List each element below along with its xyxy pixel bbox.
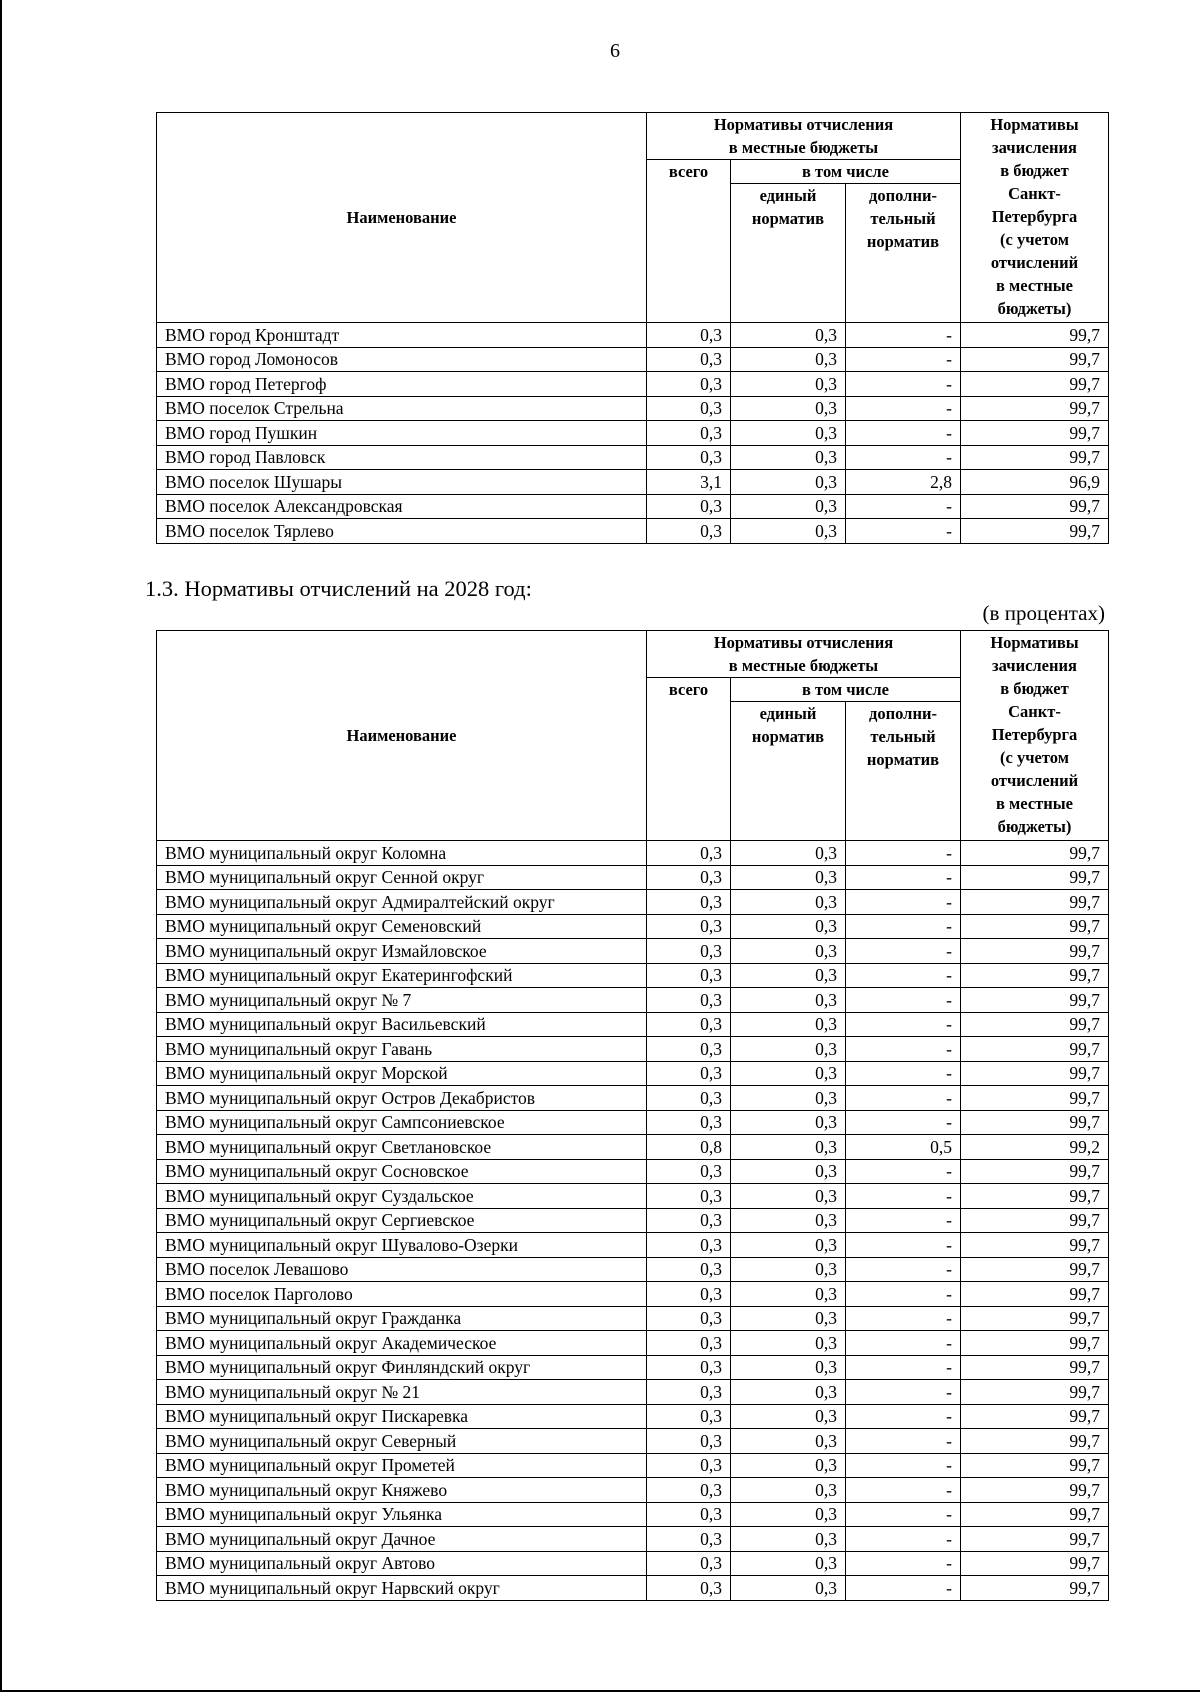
header-name: Наименование bbox=[157, 113, 647, 323]
table-row bbox=[157, 1453, 1109, 1478]
cell-additional: - bbox=[846, 1110, 961, 1135]
cell-spb: 99,7 bbox=[961, 1257, 1109, 1282]
cell-name: ВМО поселок Парголово bbox=[157, 1282, 647, 1307]
cell-unified: 0,3 bbox=[731, 1380, 846, 1405]
norms-table-first bbox=[156, 112, 1109, 544]
table-row bbox=[157, 963, 1109, 988]
cell-name: ВМО муниципальный округ Автово bbox=[157, 1551, 647, 1576]
cell-unified: 0,3 bbox=[731, 1306, 846, 1331]
cell-unified: 0,3 bbox=[731, 470, 846, 495]
cell-additional: - bbox=[846, 1257, 961, 1282]
header-spb: Нормативы зачисления в бюджет Санкт- Петербурга (с учетом отчислений в местные бюджеты) bbox=[961, 113, 1109, 323]
table-row bbox=[157, 1184, 1109, 1209]
table-row bbox=[157, 939, 1109, 964]
cell-additional: 2,8 bbox=[846, 470, 961, 495]
cell-total: 0,3 bbox=[647, 1159, 731, 1184]
table-row bbox=[157, 1355, 1109, 1380]
cell-unified: 0,3 bbox=[731, 445, 846, 470]
cell-name: ВМО муниципальный округ Морской bbox=[157, 1061, 647, 1086]
table-row bbox=[157, 1233, 1109, 1258]
cell-total: 0,3 bbox=[647, 1086, 731, 1111]
header-name: Наименование bbox=[157, 631, 647, 841]
table-row bbox=[157, 470, 1109, 495]
header-spb: Нормативы зачисления в бюджет Санкт- Петербурга (с учетом отчислений в местные бюджеты) bbox=[961, 631, 1109, 841]
cell-additional: - bbox=[846, 1429, 961, 1454]
cell-additional: - bbox=[846, 347, 961, 372]
table-row bbox=[157, 1502, 1109, 1527]
section-title: 1.3. Нормативы отчислений на 2028 год: bbox=[145, 576, 532, 601]
cell-name: ВМО муниципальный округ Измайловское bbox=[157, 939, 647, 964]
cell-total: 0,3 bbox=[647, 1453, 731, 1478]
cell-additional: - bbox=[846, 1576, 961, 1601]
cell-spb: 99,7 bbox=[961, 1576, 1109, 1601]
cell-unified: 0,3 bbox=[731, 1282, 846, 1307]
cell-total: 0,3 bbox=[647, 1527, 731, 1552]
cell-unified: 0,3 bbox=[731, 1453, 846, 1478]
header-total: всего bbox=[647, 678, 731, 841]
table-row bbox=[157, 988, 1109, 1013]
table-row bbox=[157, 1380, 1109, 1405]
cell-name: ВМО поселок Тярлево bbox=[157, 519, 647, 544]
cell-name: ВМО муниципальный округ Суздальское bbox=[157, 1184, 647, 1209]
cell-additional: - bbox=[846, 1184, 961, 1209]
cell-spb: 99,7 bbox=[961, 347, 1109, 372]
cell-unified: 0,3 bbox=[731, 914, 846, 939]
cell-total: 0,3 bbox=[647, 988, 731, 1013]
cell-total: 0,3 bbox=[647, 1012, 731, 1037]
cell-spb: 99,7 bbox=[961, 865, 1109, 890]
cell-additional: - bbox=[846, 1282, 961, 1307]
cell-unified: 0,3 bbox=[731, 1086, 846, 1111]
table-row bbox=[157, 1086, 1109, 1111]
cell-spb: 99,2 bbox=[961, 1135, 1109, 1160]
cell-total: 0,3 bbox=[647, 1184, 731, 1209]
cell-total: 0,3 bbox=[647, 519, 731, 544]
cell-total: 0,3 bbox=[647, 1404, 731, 1429]
table-row bbox=[157, 1257, 1109, 1282]
cell-unified: 0,3 bbox=[731, 396, 846, 421]
cell-additional: - bbox=[846, 1551, 961, 1576]
cell-spb: 99,7 bbox=[961, 963, 1109, 988]
table-row bbox=[157, 1478, 1109, 1503]
cell-spb: 99,7 bbox=[961, 1159, 1109, 1184]
cell-spb: 99,7 bbox=[961, 1282, 1109, 1307]
cell-unified: 0,3 bbox=[731, 1355, 846, 1380]
cell-total: 0,3 bbox=[647, 1257, 731, 1282]
cell-spb: 99,7 bbox=[961, 1086, 1109, 1111]
cell-name: ВМО муниципальный округ Васильевский bbox=[157, 1012, 647, 1037]
cell-unified: 0,3 bbox=[731, 1404, 846, 1429]
cell-additional: - bbox=[846, 372, 961, 397]
cell-name: ВМО город Кронштадт bbox=[157, 323, 647, 348]
cell-additional: - bbox=[846, 1355, 961, 1380]
cell-spb: 99,7 bbox=[961, 1527, 1109, 1552]
cell-total: 0,3 bbox=[647, 396, 731, 421]
cell-total: 0,3 bbox=[647, 347, 731, 372]
cell-total: 0,3 bbox=[647, 372, 731, 397]
cell-total: 0,3 bbox=[647, 1380, 731, 1405]
cell-additional: - bbox=[846, 445, 961, 470]
cell-name: ВМО город Петергоф bbox=[157, 372, 647, 397]
cell-name: ВМО муниципальный округ Северный bbox=[157, 1429, 647, 1454]
cell-unified: 0,3 bbox=[731, 1012, 846, 1037]
cell-total: 0,3 bbox=[647, 865, 731, 890]
cell-spb: 99,7 bbox=[961, 396, 1109, 421]
cell-name: ВМО муниципальный округ Гавань bbox=[157, 1037, 647, 1062]
cell-additional: - bbox=[846, 323, 961, 348]
cell-additional: - bbox=[846, 1037, 961, 1062]
cell-name: ВМО муниципальный округ Ульянка bbox=[157, 1502, 647, 1527]
cell-name: ВМО поселок Стрельна bbox=[157, 396, 647, 421]
cell-spb: 99,7 bbox=[961, 445, 1109, 470]
cell-spb: 99,7 bbox=[961, 1184, 1109, 1209]
cell-unified: 0,3 bbox=[731, 372, 846, 397]
cell-total: 0,3 bbox=[647, 890, 731, 915]
table-row bbox=[157, 1404, 1109, 1429]
header-unified: единый норматив bbox=[731, 702, 846, 841]
cell-name: ВМО муниципальный округ Прометей bbox=[157, 1453, 647, 1478]
header-unified: единый норматив bbox=[731, 184, 846, 323]
table-row bbox=[157, 1331, 1109, 1356]
cell-unified: 0,3 bbox=[731, 1429, 846, 1454]
cell-unified: 0,3 bbox=[731, 347, 846, 372]
cell-name: ВМО муниципальный округ Коломна bbox=[157, 841, 647, 866]
cell-name: ВМО муниципальный округ Остров Декабристов bbox=[157, 1086, 647, 1111]
cell-additional: - bbox=[846, 890, 961, 915]
table-row bbox=[157, 372, 1109, 397]
cell-spb: 99,7 bbox=[961, 1037, 1109, 1062]
header-including: в том числе bbox=[731, 678, 961, 702]
table-row bbox=[157, 347, 1109, 372]
cell-additional: - bbox=[846, 1061, 961, 1086]
table-row bbox=[157, 1282, 1109, 1307]
cell-name: ВМО город Павловск bbox=[157, 445, 647, 470]
cell-name: ВМО муниципальный округ Дачное bbox=[157, 1527, 647, 1552]
cell-total: 0,3 bbox=[647, 1478, 731, 1503]
cell-additional: - bbox=[846, 1527, 961, 1552]
table-row bbox=[157, 890, 1109, 915]
table-row bbox=[157, 841, 1109, 866]
cell-additional: - bbox=[846, 865, 961, 890]
table-header bbox=[157, 113, 1109, 323]
cell-additional: - bbox=[846, 1208, 961, 1233]
cell-unified: 0,3 bbox=[731, 1576, 846, 1601]
table-row bbox=[157, 1110, 1109, 1135]
cell-total: 0,3 bbox=[647, 1282, 731, 1307]
cell-name: ВМО поселок Шушары bbox=[157, 470, 647, 495]
cell-name: ВМО муниципальный округ Академическое bbox=[157, 1331, 647, 1356]
cell-total: 0,3 bbox=[647, 1306, 731, 1331]
cell-unified: 0,3 bbox=[731, 519, 846, 544]
cell-total: 0,3 bbox=[647, 445, 731, 470]
cell-name: ВМО муниципальный округ Шувалово-Озерки bbox=[157, 1233, 647, 1258]
cell-name: ВМО муниципальный округ Светлановское bbox=[157, 1135, 647, 1160]
table-row bbox=[157, 1208, 1109, 1233]
cell-unified: 0,3 bbox=[731, 1135, 846, 1160]
cell-additional: - bbox=[846, 939, 961, 964]
cell-unified: 0,3 bbox=[731, 1331, 846, 1356]
cell-spb: 99,7 bbox=[961, 1380, 1109, 1405]
cell-unified: 0,3 bbox=[731, 1184, 846, 1209]
page-number: 6 bbox=[610, 40, 620, 62]
cell-additional: - bbox=[846, 1331, 961, 1356]
cell-spb: 99,7 bbox=[961, 1110, 1109, 1135]
cell-spb: 99,7 bbox=[961, 372, 1109, 397]
cell-name: ВМО муниципальный округ Семеновский bbox=[157, 914, 647, 939]
cell-unified: 0,3 bbox=[731, 1159, 846, 1184]
cell-additional: - bbox=[846, 988, 961, 1013]
cell-name: ВМО муниципальный округ Сампсониевское bbox=[157, 1110, 647, 1135]
table-row bbox=[157, 494, 1109, 519]
cell-unified: 0,3 bbox=[731, 1257, 846, 1282]
cell-name: ВМО муниципальный округ Сергиевское bbox=[157, 1208, 647, 1233]
table-row bbox=[157, 1061, 1109, 1086]
table-body bbox=[157, 841, 1109, 1601]
table-row bbox=[157, 914, 1109, 939]
cell-additional: - bbox=[846, 421, 961, 446]
table-row bbox=[157, 421, 1109, 446]
cell-spb: 99,7 bbox=[961, 1429, 1109, 1454]
cell-spb: 99,7 bbox=[961, 323, 1109, 348]
cell-total: 0,3 bbox=[647, 1233, 731, 1258]
cell-unified: 0,3 bbox=[731, 939, 846, 964]
table-row bbox=[157, 1037, 1109, 1062]
cell-additional: - bbox=[846, 1159, 961, 1184]
header-including: в том числе bbox=[731, 160, 961, 184]
cell-additional: - bbox=[846, 1453, 961, 1478]
cell-spb: 99,7 bbox=[961, 1355, 1109, 1380]
cell-name: ВМО город Пушкин bbox=[157, 421, 647, 446]
cell-spb: 99,7 bbox=[961, 519, 1109, 544]
cell-total: 0,3 bbox=[647, 1429, 731, 1454]
cell-total: 0,3 bbox=[647, 841, 731, 866]
cell-spb: 99,7 bbox=[961, 1208, 1109, 1233]
cell-additional: - bbox=[846, 1233, 961, 1258]
cell-name: ВМО муниципальный округ Гражданка bbox=[157, 1306, 647, 1331]
cell-total: 0,3 bbox=[647, 1037, 731, 1062]
table-row bbox=[157, 519, 1109, 544]
cell-additional: - bbox=[846, 396, 961, 421]
cell-additional: - bbox=[846, 1012, 961, 1037]
cell-name: ВМО муниципальный округ Адмиралтейский округ bbox=[157, 890, 647, 915]
cell-additional: - bbox=[846, 841, 961, 866]
header-additional: дополни- тельный норматив bbox=[846, 702, 961, 841]
cell-unified: 0,3 bbox=[731, 1037, 846, 1062]
cell-total: 3,1 bbox=[647, 470, 731, 495]
cell-unified: 0,3 bbox=[731, 421, 846, 446]
cell-spb: 99,7 bbox=[961, 1331, 1109, 1356]
table-row bbox=[157, 1429, 1109, 1454]
cell-total: 0,3 bbox=[647, 494, 731, 519]
cell-spb: 99,7 bbox=[961, 914, 1109, 939]
cell-unified: 0,3 bbox=[731, 494, 846, 519]
cell-unified: 0,3 bbox=[731, 1061, 846, 1086]
table-row bbox=[157, 323, 1109, 348]
cell-total: 0,8 bbox=[647, 1135, 731, 1160]
cell-additional: - bbox=[846, 1478, 961, 1503]
cell-name: ВМО муниципальный округ Нарвский округ bbox=[157, 1576, 647, 1601]
cell-total: 0,3 bbox=[647, 1331, 731, 1356]
cell-name: ВМО муниципальный округ Княжево bbox=[157, 1478, 647, 1503]
cell-spb: 99,7 bbox=[961, 1502, 1109, 1527]
cell-name: ВМО муниципальный округ Сосновское bbox=[157, 1159, 647, 1184]
cell-additional: - bbox=[846, 494, 961, 519]
cell-name: ВМО муниципальный округ Финляндский округ bbox=[157, 1355, 647, 1380]
cell-spb: 99,7 bbox=[961, 1306, 1109, 1331]
cell-unified: 0,3 bbox=[731, 1208, 846, 1233]
cell-name: ВМО город Ломоносов bbox=[157, 347, 647, 372]
cell-spb: 99,7 bbox=[961, 1404, 1109, 1429]
cell-spb: 99,7 bbox=[961, 890, 1109, 915]
cell-unified: 0,3 bbox=[731, 323, 846, 348]
cell-total: 0,3 bbox=[647, 914, 731, 939]
header-local-group: Нормативы отчисления в местные бюджеты bbox=[647, 631, 961, 678]
cell-total: 0,3 bbox=[647, 1110, 731, 1135]
cell-total: 0,3 bbox=[647, 1576, 731, 1601]
cell-unified: 0,3 bbox=[731, 1233, 846, 1258]
cell-unified: 0,3 bbox=[731, 890, 846, 915]
cell-additional: - bbox=[846, 1306, 961, 1331]
table-body bbox=[157, 323, 1109, 544]
cell-spb: 99,7 bbox=[961, 988, 1109, 1013]
cell-unified: 0,3 bbox=[731, 1110, 846, 1135]
cell-unified: 0,3 bbox=[731, 1527, 846, 1552]
cell-additional: - bbox=[846, 1502, 961, 1527]
cell-unified: 0,3 bbox=[731, 841, 846, 866]
cell-spb: 99,7 bbox=[961, 1012, 1109, 1037]
cell-unified: 0,3 bbox=[731, 865, 846, 890]
cell-spb: 99,7 bbox=[961, 494, 1109, 519]
cell-unified: 0,3 bbox=[731, 988, 846, 1013]
norms-table-2028 bbox=[156, 630, 1109, 1601]
cell-total: 0,3 bbox=[647, 939, 731, 964]
cell-name: ВМО муниципальный округ Екатерингофский bbox=[157, 963, 647, 988]
cell-total: 0,3 bbox=[647, 1208, 731, 1233]
cell-additional: - bbox=[846, 1404, 961, 1429]
cell-total: 0,3 bbox=[647, 963, 731, 988]
cell-additional: - bbox=[846, 914, 961, 939]
cell-additional: - bbox=[846, 1380, 961, 1405]
cell-name: ВМО муниципальный округ Сенной округ bbox=[157, 865, 647, 890]
cell-additional: 0,5 bbox=[846, 1135, 961, 1160]
cell-name: ВМО муниципальный округ № 7 bbox=[157, 988, 647, 1013]
cell-spb: 99,7 bbox=[961, 1478, 1109, 1503]
cell-spb: 99,7 bbox=[961, 939, 1109, 964]
header-total: всего bbox=[647, 160, 731, 323]
table-row bbox=[157, 1012, 1109, 1037]
cell-name: ВМО поселок Александровская bbox=[157, 494, 647, 519]
table-row bbox=[157, 1306, 1109, 1331]
cell-unified: 0,3 bbox=[731, 1502, 846, 1527]
cell-spb: 99,7 bbox=[961, 421, 1109, 446]
cell-total: 0,3 bbox=[647, 1551, 731, 1576]
cell-additional: - bbox=[846, 519, 961, 544]
cell-spb: 99,7 bbox=[961, 841, 1109, 866]
cell-unified: 0,3 bbox=[731, 963, 846, 988]
table-header bbox=[157, 631, 1109, 841]
table-row bbox=[157, 1551, 1109, 1576]
cell-spb: 96,9 bbox=[961, 470, 1109, 495]
cell-total: 0,3 bbox=[647, 1502, 731, 1527]
header-local-group: Нормативы отчисления в местные бюджеты bbox=[647, 113, 961, 160]
table-row bbox=[157, 1135, 1109, 1160]
cell-name: ВМО муниципальный округ № 21 bbox=[157, 1380, 647, 1405]
cell-total: 0,3 bbox=[647, 1355, 731, 1380]
cell-unified: 0,3 bbox=[731, 1551, 846, 1576]
cell-total: 0,3 bbox=[647, 323, 731, 348]
header-additional: дополни- тельный норматив bbox=[846, 184, 961, 323]
table-row bbox=[157, 865, 1109, 890]
table-row bbox=[157, 1576, 1109, 1601]
cell-name: ВМО муниципальный округ Пискаревка bbox=[157, 1404, 647, 1429]
cell-additional: - bbox=[846, 1086, 961, 1111]
cell-additional: - bbox=[846, 963, 961, 988]
table-row bbox=[157, 445, 1109, 470]
cell-total: 0,3 bbox=[647, 421, 731, 446]
table-row bbox=[157, 396, 1109, 421]
table-row bbox=[157, 1527, 1109, 1552]
units-note: (в процентах) bbox=[982, 601, 1105, 625]
table-row bbox=[157, 1159, 1109, 1184]
cell-total: 0,3 bbox=[647, 1061, 731, 1086]
cell-spb: 99,7 bbox=[961, 1061, 1109, 1086]
cell-spb: 99,7 bbox=[961, 1551, 1109, 1576]
cell-unified: 0,3 bbox=[731, 1478, 846, 1503]
cell-name: ВМО поселок Левашово bbox=[157, 1257, 647, 1282]
cell-spb: 99,7 bbox=[961, 1233, 1109, 1258]
cell-spb: 99,7 bbox=[961, 1453, 1109, 1478]
